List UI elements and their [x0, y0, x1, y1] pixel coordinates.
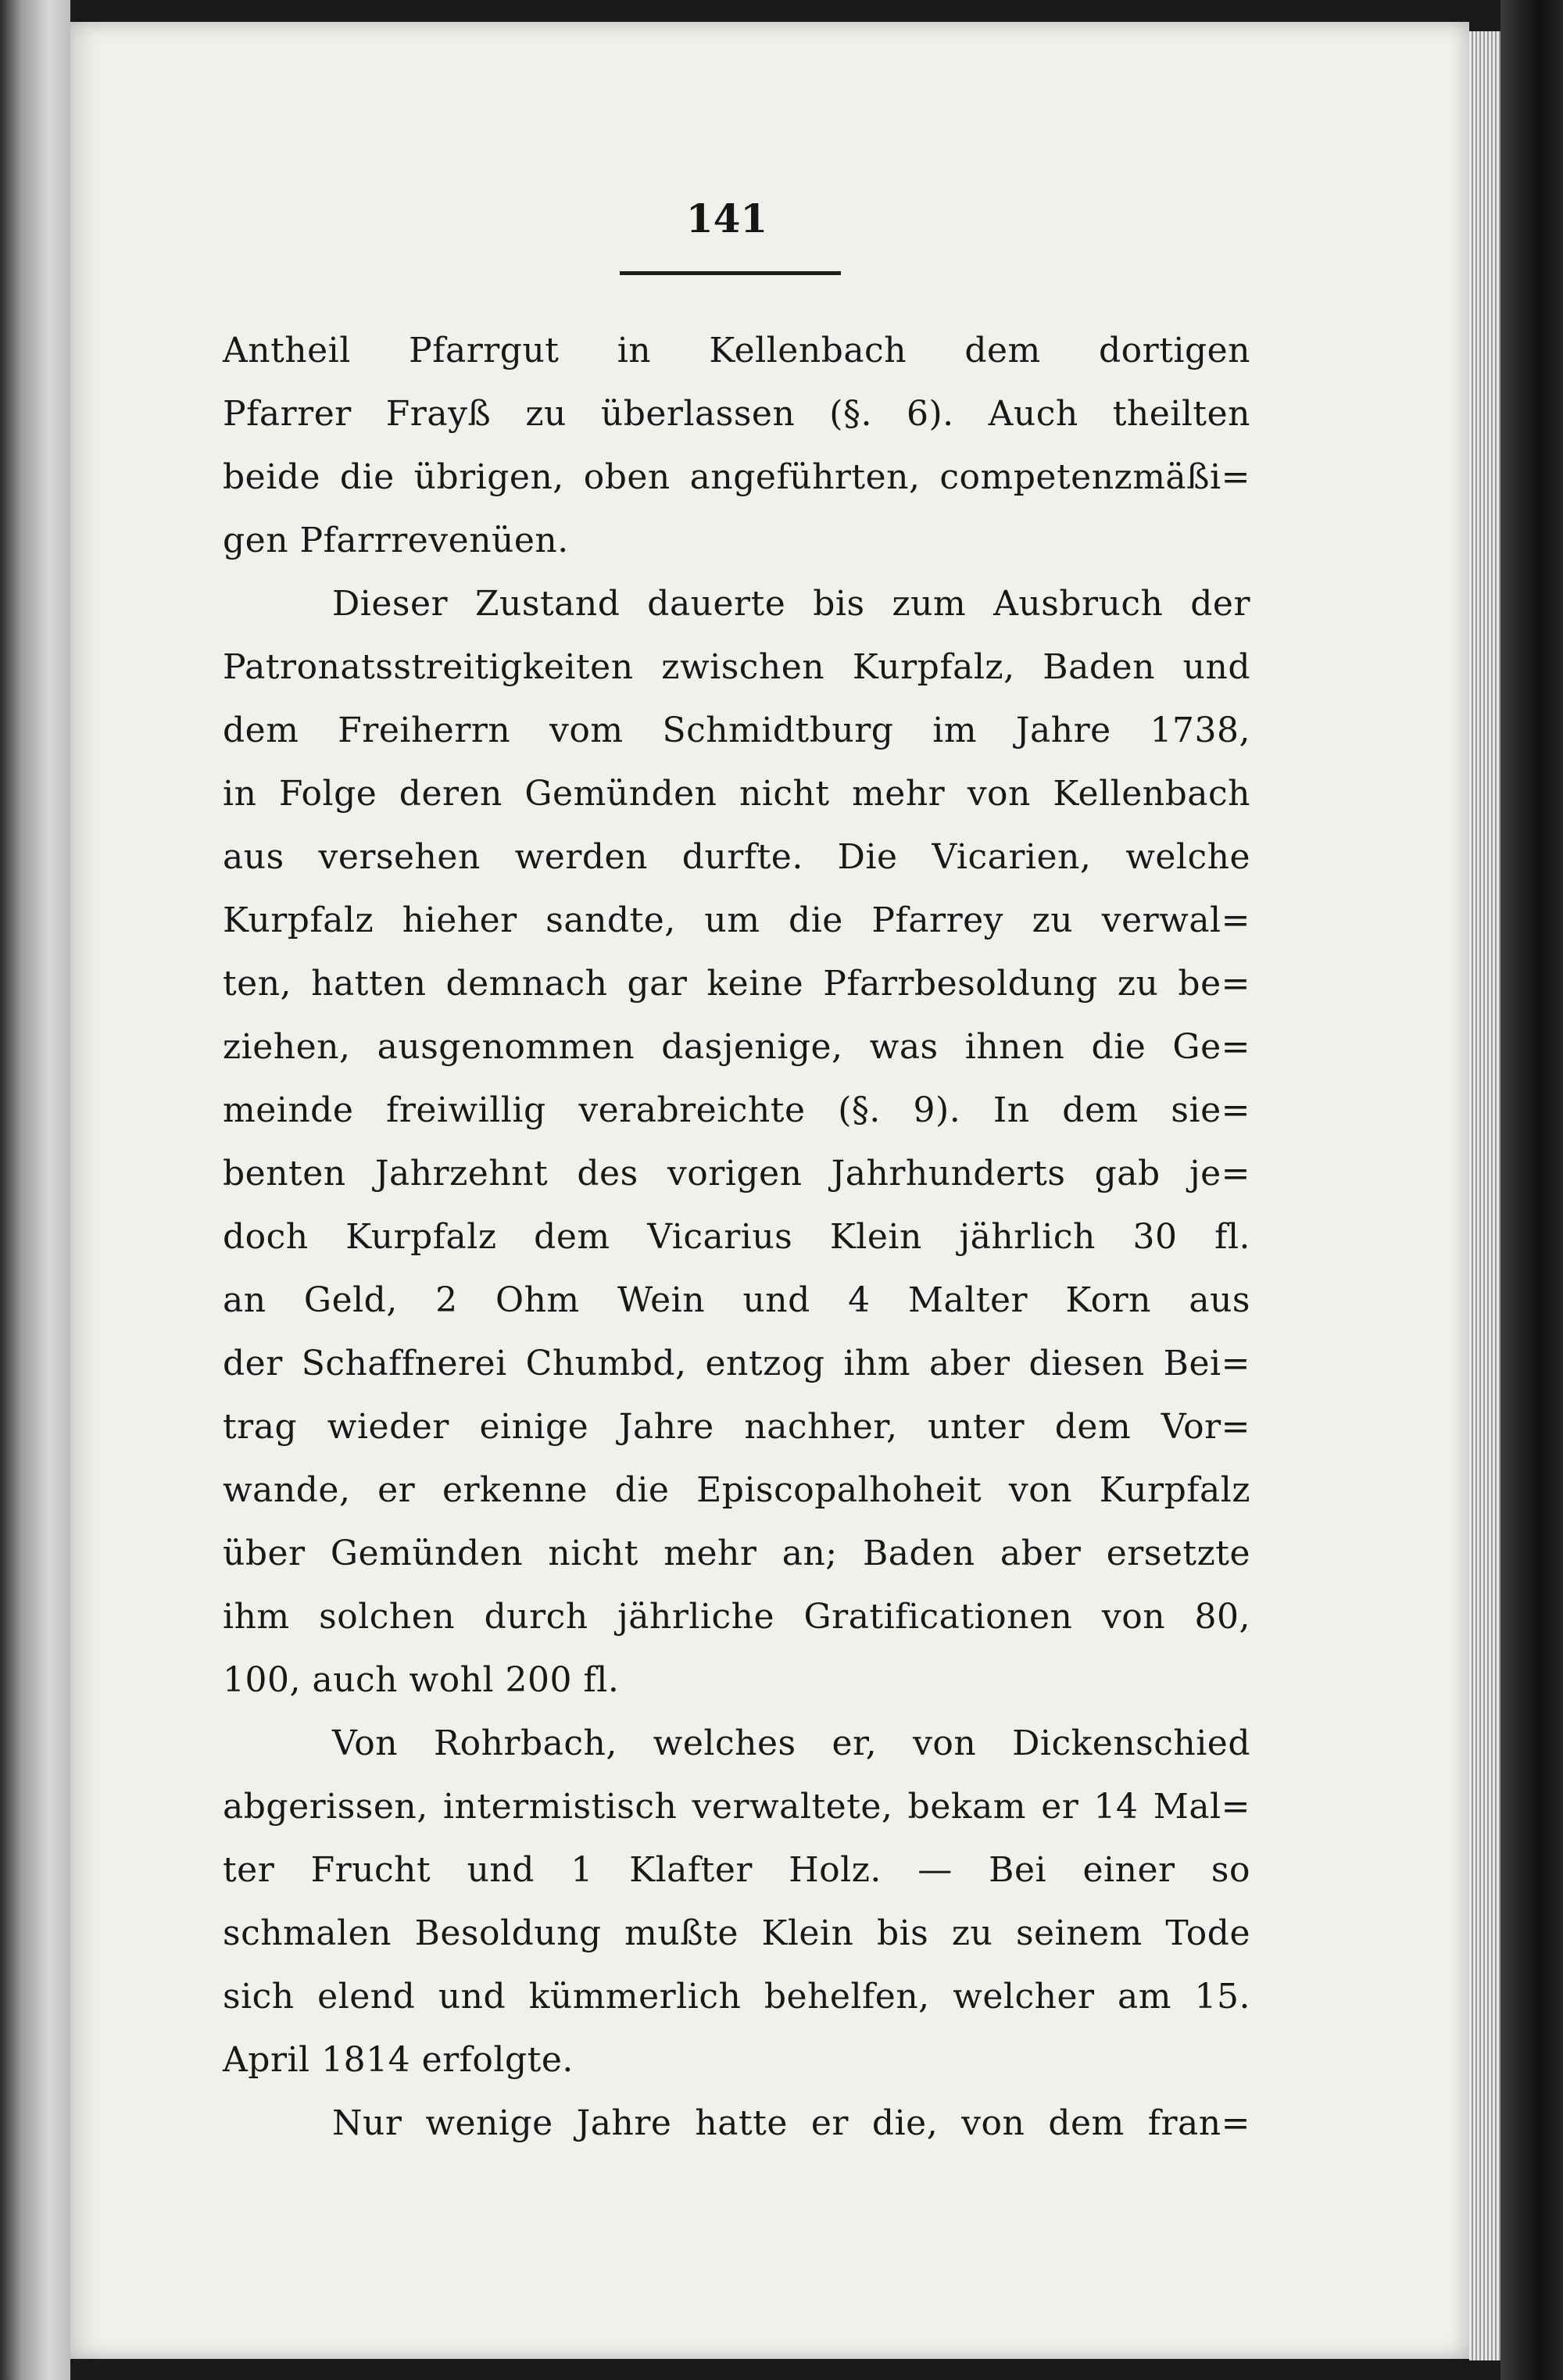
body-text — [223, 319, 1250, 2155]
page-number: 141 — [685, 195, 768, 242]
text-line: 100, auch wohl 200 fl. — [223, 1660, 620, 1700]
text-line: Patronatsstreitigkeiten zwischen Kurpfalz, Baden und — [223, 647, 1250, 687]
text-line: in Folge deren Gemünden nicht mehr von Kellenbach — [223, 774, 1250, 814]
text-line: April 1814 erfolgte. — [223, 2040, 574, 2080]
text-line: wande, er erkenne die Episcopalhoheit von Kurpfalz — [223, 1470, 1250, 1510]
text-line: gen Pfarrrevenüen. — [223, 521, 569, 560]
text-line: Dieser Zustand dauerte bis zum Ausbruch der — [332, 584, 1250, 624]
text-line: meinde freiwillig verabreichte (§. 9). In dem sie= — [223, 1090, 1250, 1130]
text-line: benten Jahrzehnt des vorigen Jahrhunderts gab je= — [223, 1154, 1250, 1194]
text-line: Von Rohrbach, welches er, von Dickenschied — [332, 1723, 1250, 1763]
text-line: doch Kurpfalz dem Vicarius Klein jährlich 30 fl. — [223, 1217, 1250, 1257]
text-line: ziehen, ausgenommen dasjenige, was ihnen die Ge= — [223, 1027, 1250, 1067]
text-line: trag wieder einige Jahre nachher, unter dem Vor= — [223, 1407, 1250, 1447]
facing-page-edge — [0, 0, 70, 2380]
text-line: ten, hatten demnach gar keine Pfarrbesoldung zu be= — [223, 964, 1250, 1004]
text-line: schmalen Besoldung mußte Klein bis zu seinem Tode — [223, 1913, 1250, 1953]
text-line: Pfarrer Frayß zu überlassen (§. 6). Auch theilten — [223, 394, 1250, 434]
text-line: aus versehen werden durfte. Die Vicarien, welche — [223, 837, 1250, 877]
text-line: dem Freiherrn vom Schmidtburg im Jahre 1738, — [223, 710, 1250, 750]
text-line: beide die übrigen, oben angeführten, competenzmäßi= — [223, 457, 1250, 497]
page-stack-edge — [1469, 31, 1500, 2360]
text-line: Nur wenige Jahre hatte er die, von dem fran= — [332, 2103, 1250, 2143]
text-line: abgerissen, intermistisch verwaltete, bekam er 14 Mal= — [223, 1787, 1250, 1827]
text-line: ihm solchen durch jährliche Gratificationen von 80, — [223, 1597, 1250, 1637]
header-rule — [620, 271, 841, 275]
text-line: sich elend und kümmerlich behelfen, welcher am 15. — [223, 1977, 1250, 2017]
book-binding — [1500, 0, 1563, 2380]
text-line: Kurpfalz hieher sandte, um die Pfarrey zu verwal= — [223, 900, 1250, 940]
text-line: an Geld, 2 Ohm Wein und 4 Malter Korn aus — [223, 1280, 1250, 1320]
text-line: der Schaffnerei Chumbd, entzog ihm aber diesen Bei= — [223, 1344, 1250, 1383]
text-line: ter Frucht und 1 Klafter Holz. — Bei einer so — [223, 1850, 1250, 1890]
text-line: Antheil Pfarrgut in Kellenbach dem dortigen — [223, 331, 1250, 370]
text-line: über Gemünden nicht mehr an; Baden aber ersetzte — [223, 1534, 1250, 1573]
